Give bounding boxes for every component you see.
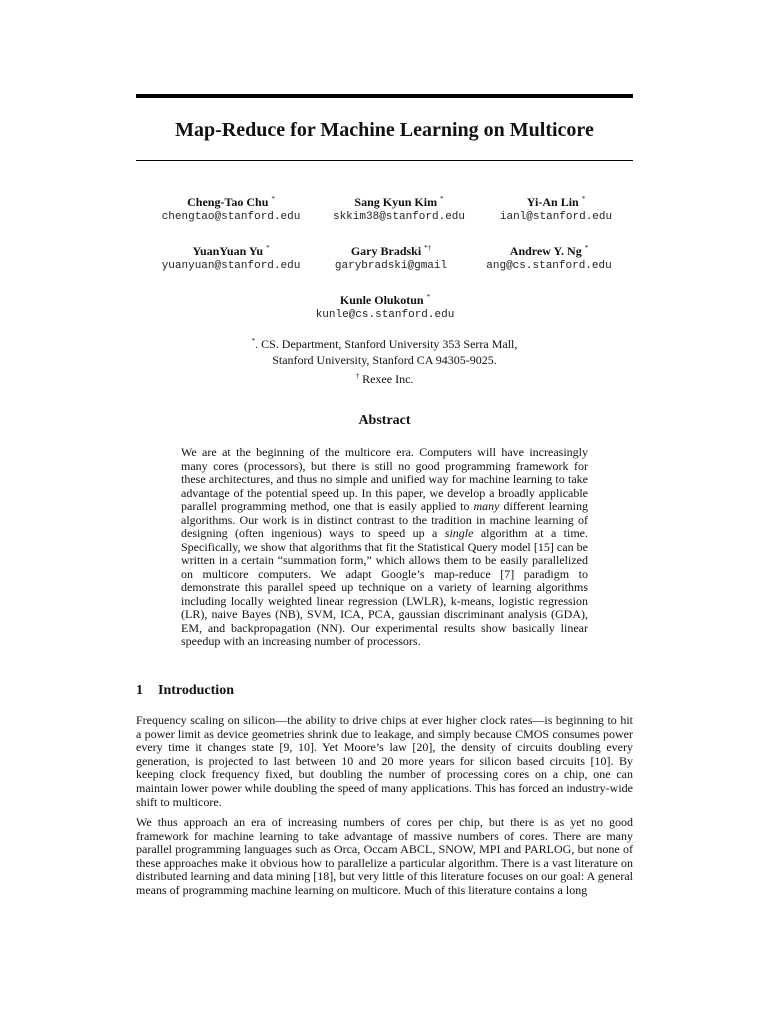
author-mark: *: [271, 195, 275, 203]
section-heading: [136, 682, 633, 700]
author-name: Cheng-Tao Chu: [187, 195, 269, 209]
title-bottom-rule: [136, 160, 633, 161]
author-name: Andrew Y. Ng: [509, 244, 582, 258]
abstract-heading: Abstract: [358, 413, 411, 428]
section-number: 1: [136, 683, 143, 698]
author-mark: *: [440, 195, 444, 203]
body-paragraph: We thus approach an era of increasing numbers of cores per chip, but there is as yet no good framework for machine learning to take advantage of massive numbers of cores. There are many parallel programming languages such as Orca, Occam ABCL, SNOW, MPI and PARLOG, but none of these approaches make it obvious how to parallelize a particular algorithm. There is a vast literature on distributed learning and data mining [18], but very little of this literature focuses on our goal: A general means of programming machine learning on multicore. Much of this literature contains a long: [136, 815, 633, 897]
author-mark: *: [426, 293, 431, 301]
author-email: ianl@stanford.edu: [499, 211, 613, 223]
author-name: Yi-An Lin: [526, 195, 579, 209]
author-email: skkim38@stanford.edu: [332, 211, 466, 223]
body-paragraph: Frequency scaling on silicon—the ability to drive chips at ever higher clock rates—is beginning to hit a power limit as device geometries shrink due to leakage, and simply because CMOS consumes power every time it changes state [9, 10]. Yet Moore’s law [20], the density of circuits doubling every generation, is projected to last between 10 and 20 more years for silicon based circuits [10]. By keeping clock frequency fixed, but doubling the number of processing cores on a chip, one can maintain lower power while doubling the speed of many applications. This has forced an industry-wide shift to multicore.: [136, 713, 633, 809]
author-block: [136, 195, 326, 225]
author-mark: *†: [424, 244, 432, 252]
affiliation-line: . CS. Department, Stanford University 353 Serra Mall,: [255, 337, 518, 351]
author-block: [461, 195, 651, 225]
section-title: Introduction: [158, 683, 234, 698]
affiliation-mark: *: [251, 337, 256, 345]
author-email: garybradski@gmail: [334, 260, 448, 272]
author-name: YuanYuan Yu: [192, 244, 264, 258]
author-email: ang@cs.stanford.edu: [486, 260, 612, 272]
affiliation-line: Rexee Inc.: [359, 372, 414, 386]
author-block: [290, 293, 480, 323]
abstract-body: We are at the beginning of the multicore era. Computers will have increasingly many cores (processors), but there is still no good programming framework for these architectures, and thus no simple and unified way for machine learning to take advantage of the potential speed up. In this paper, we develop a broadly applicable parallel programming method, one that is easily applied to many different learning algorithms. Our work is in distinct contrast to the tradition in machine learning of designing (often ingenious) ways to speed up a single algorithm at a time. Specifically, we show that algorithms that fit the Statistical Query model [15] can be written in a certain “summation form,” which allows them to be easily parallelized on multicore computers. We adapt Google’s map-reduce [7] paradigm to demonstrate this parallel speed up technique on a variety of learning algorithms including locally weighted linear regression (LWLR), k-means, logistic regression (LR), naive Bayes (NB), SVM, ICA, PCA, gaussian discriminant analysis (GDA), EM, and backpropagation (NN). Our experimental results show basically linear speedup with an increasing number of processors.: [181, 445, 588, 648]
emphasis: single: [444, 526, 474, 540]
paper-title: Map-Reduce for Machine Learning on Multicore: [175, 119, 594, 141]
title-top-rule: [136, 94, 633, 98]
author-block: [454, 244, 644, 274]
author-email: chengtao@stanford.edu: [161, 211, 301, 223]
author-name: Kunle Olukotun: [339, 293, 424, 307]
author-name: Sang Kyun Kim: [354, 195, 438, 209]
author-email: kunle@cs.stanford.edu: [315, 309, 455, 321]
author-mark: *: [266, 244, 270, 252]
author-email: yuanyuan@stanford.edu: [161, 260, 301, 272]
author-mark: *: [584, 244, 589, 252]
affiliation-line: Stanford University, Stanford CA 94305-9025.: [272, 353, 497, 367]
affiliation-mark: †: [355, 372, 360, 380]
emphasis: many: [473, 499, 500, 513]
author-name: Gary Bradski: [350, 244, 422, 258]
affiliations: [136, 333, 633, 387]
author-mark: *: [581, 195, 586, 203]
